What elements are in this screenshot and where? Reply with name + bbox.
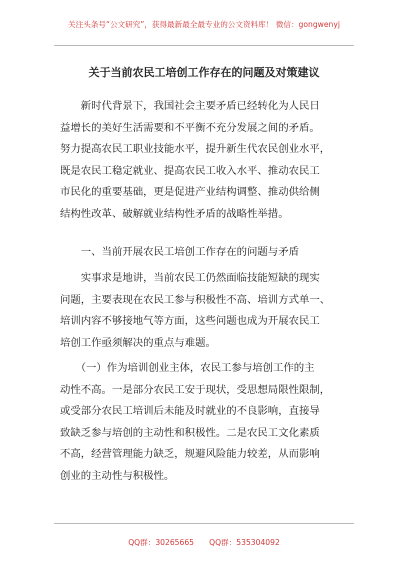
footer-qq-banner: QQ群：30265665 QQ群：535304092 [128, 538, 280, 547]
paragraph-line: 新时代背景下，我国社会主要矛盾已经转化为人民日 [60, 100, 320, 112]
paragraph-line: 培训内容不够接地气等方面，这些问题也成为开展农民工 [60, 315, 320, 328]
footer-divider [54, 523, 354, 524]
header-promo-banner: 关注头条号“公文研究”，获得最新最全最专业的公文资料库！ 微信：gongwenyj [68, 20, 340, 29]
paragraph-problems [60, 268, 350, 354]
paragraph-line: 努力提高农民工职业技能水平，提升新生代农民创业水平， [60, 143, 331, 156]
header-divider [54, 45, 354, 46]
document-title: 关于当前农民工培创工作存在的问题及对策建议 [88, 66, 320, 79]
section-heading-1 [60, 242, 350, 264]
paragraph-line: 致缺乏参与培创的主动性和积极性。二是农民工文化素质 [60, 426, 320, 439]
paragraph-line: 益增长的美好生活需要和不平衡不充分发展之间的矛盾。 [60, 121, 320, 134]
section-heading-text: 一、当前开展农民工培创工作存在的问题与矛盾 [60, 246, 299, 258]
paragraph-line: 结构性改革、破解就业结构性矛盾的战略性举措。 [60, 207, 289, 220]
paragraph-line: 或受部分农民工培训后未能及时就业的不良影响，直接导 [60, 405, 320, 418]
paragraph-subsection-1 [60, 358, 350, 488]
paragraph-intro [60, 96, 350, 226]
paragraph-line: 问题，主要表现在农民工参与积极性不高、培训方式单一、 [60, 293, 331, 306]
paragraph-line: 动性不高。一是部分农民工安于现状，受思想局限性限制， [60, 383, 331, 396]
paragraph-line: （一）作为培训创业主体，农民工参与培创工作的主 [60, 362, 315, 374]
paragraph-line: 创业的主动性与积极性。 [60, 469, 175, 482]
paragraph-line: 既是农民工稳定就业、提高农民工收入水平、推动农民工 [60, 164, 320, 177]
paragraph-line: 市民化的重要基础，更是促进产业结构调整、推动供给侧 [60, 186, 320, 199]
paragraph-line: 实事求是地讲，当前农民工仍然面临技能短缺的现实 [60, 272, 320, 284]
paragraph-line: 培创工作亟须解决的重点与难题。 [60, 336, 216, 349]
paragraph-line: 不高，经营管理能力缺乏，规避风险能力较差，从而影响 [60, 448, 320, 461]
